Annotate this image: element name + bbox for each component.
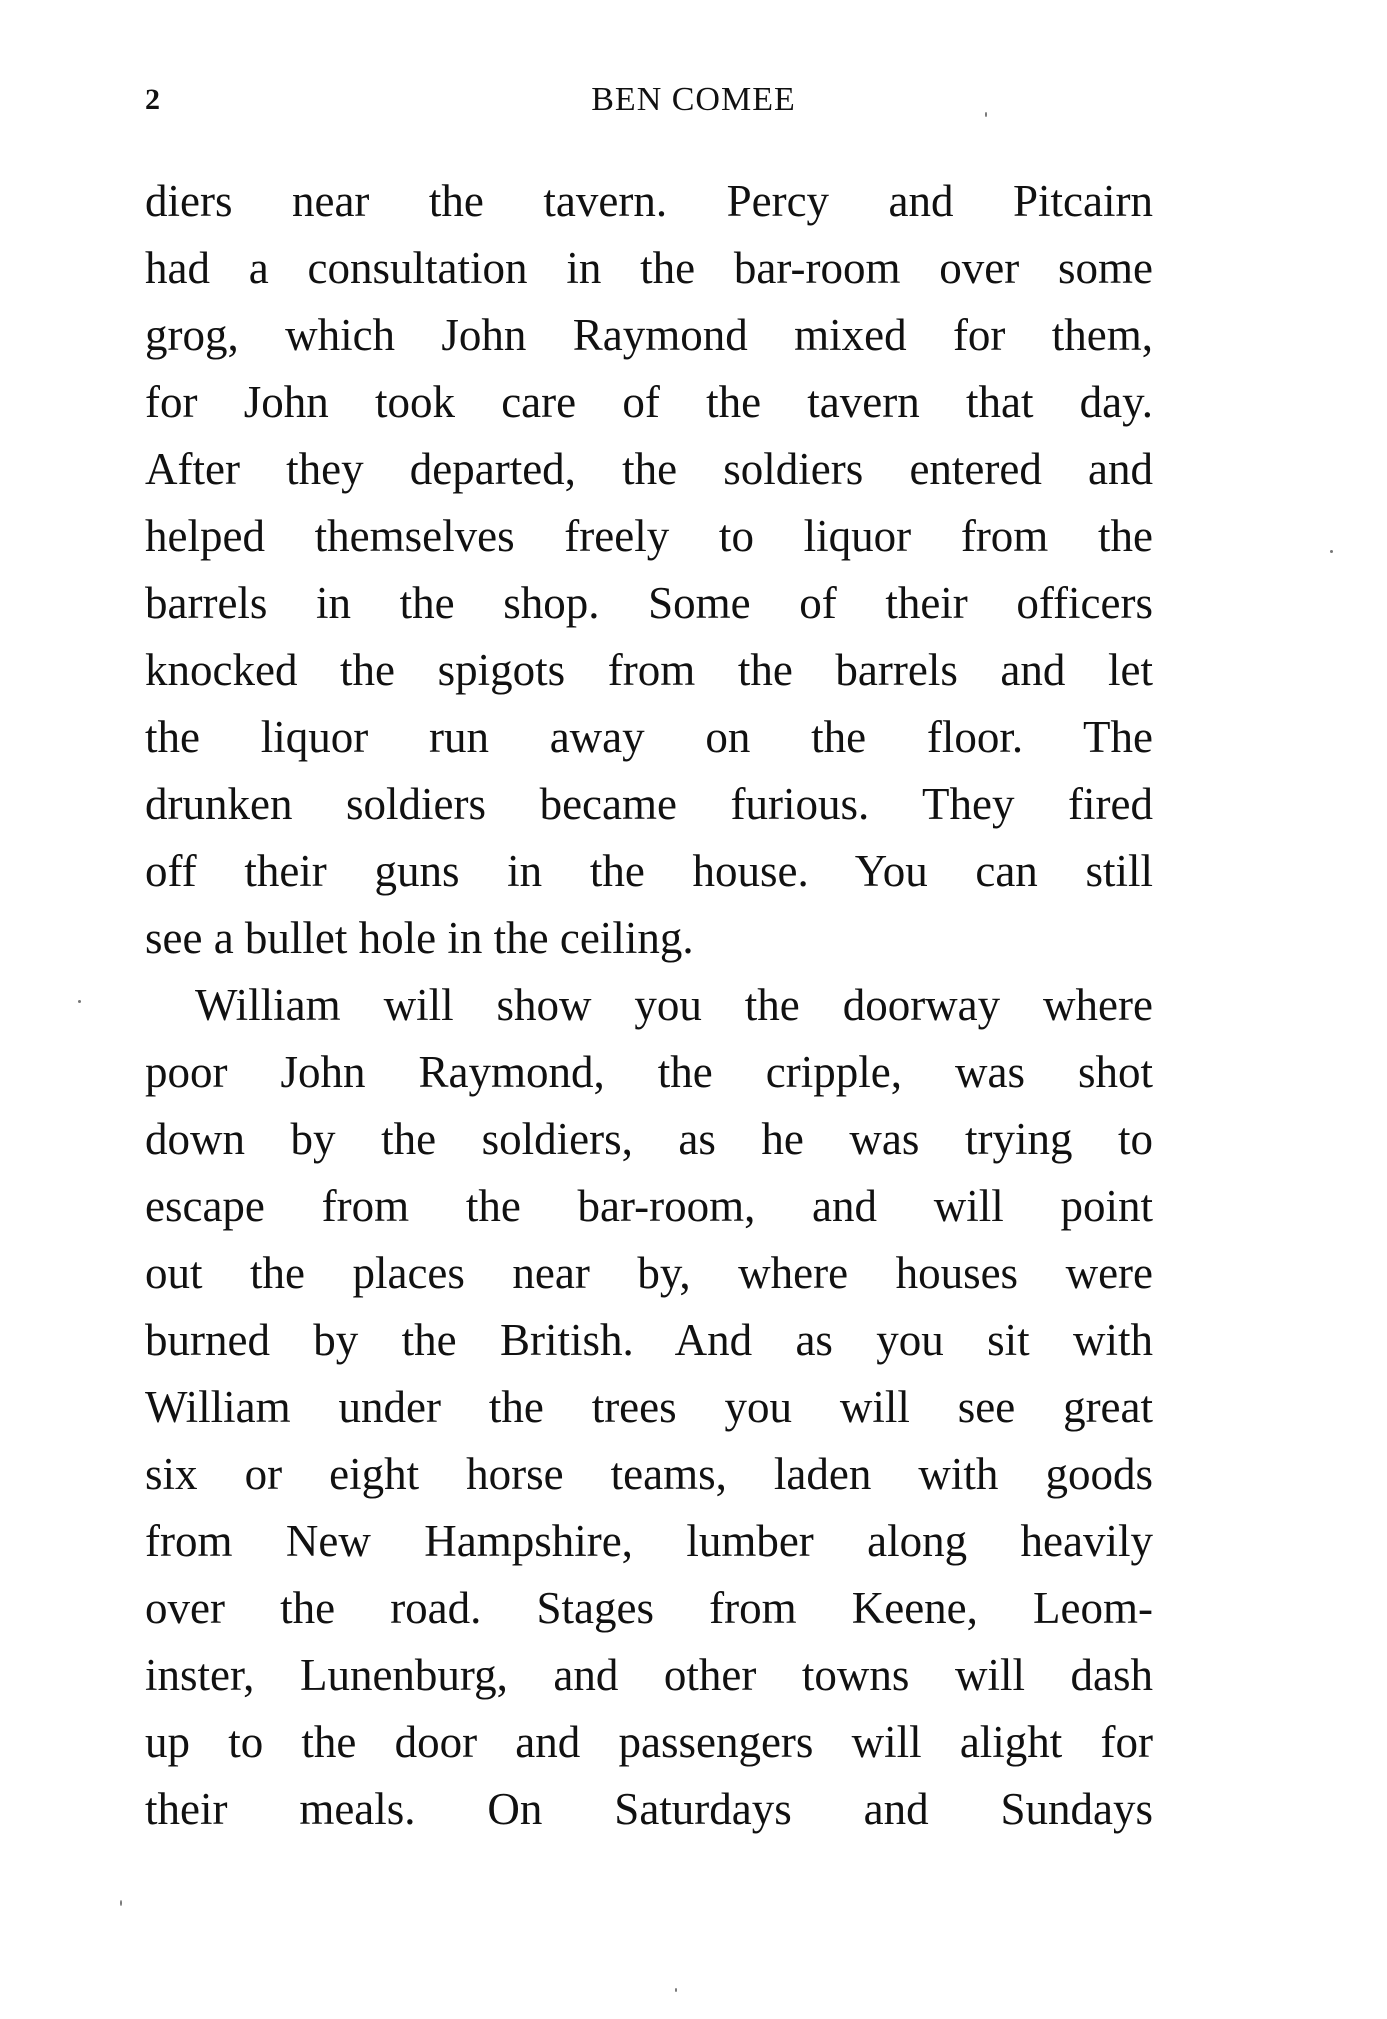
scan-speck (1330, 550, 1333, 553)
running-title: BEN COMEE (591, 81, 796, 118)
text-line: over the road. Stages from Keene, Leom- (145, 1583, 1153, 1633)
text-line: drunken soldiers became furious. They fired (145, 779, 1153, 829)
text-line: out the places near by, where houses were (145, 1248, 1153, 1298)
text-line: burned by the British. And as you sit with (145, 1315, 1153, 1365)
text-line: up to the door and passengers will alight for (145, 1717, 1153, 1767)
text-line: the liquor run away on the floor. The (145, 712, 1153, 762)
text-line: William under the trees you will see great (145, 1382, 1153, 1432)
text-line: had a consultation in the bar-room over some (145, 243, 1153, 293)
page-number: 2 (145, 83, 160, 116)
scan-speck (985, 112, 987, 117)
text-line: poor John Raymond, the cripple, was shot (145, 1047, 1153, 1097)
text-line: knocked the spigots from the barrels and let (145, 645, 1153, 695)
body-text (145, 168, 1153, 1843)
text-line: from New Hampshire, lumber along heavily (145, 1516, 1153, 1566)
text-line: six or eight horse teams, laden with goods (145, 1449, 1153, 1499)
scan-speck (120, 1900, 122, 1906)
text-line: their meals. On Saturdays and Sundays (145, 1784, 1153, 1834)
paragraph-end-line: see a bullet hole in the ceiling. (145, 913, 694, 963)
text-line: After they departed, the soldiers entered and (145, 444, 1153, 494)
text-line: down by the soldiers, as he was trying to (145, 1114, 1153, 1164)
scan-speck (675, 1988, 677, 1992)
text-line: inster, Lunenburg, and other towns will dash (145, 1650, 1153, 1700)
scan-speck (78, 1000, 81, 1003)
text-line: escape from the bar-room, and will point (145, 1181, 1153, 1231)
text-line: diers near the tavern. Percy and Pitcairn (145, 176, 1153, 226)
text-line: helped themselves freely to liquor from the (145, 511, 1153, 561)
text-line: for John took care of the tavern that day. (145, 377, 1153, 427)
text-line: off their guns in the house. You can still (145, 846, 1153, 896)
text-line: grog, which John Raymond mixed for them, (145, 310, 1153, 360)
text-line: barrels in the shop. Some of their officers (145, 578, 1153, 628)
paragraph-start-line: William will show you the doorway where (195, 980, 1153, 1030)
